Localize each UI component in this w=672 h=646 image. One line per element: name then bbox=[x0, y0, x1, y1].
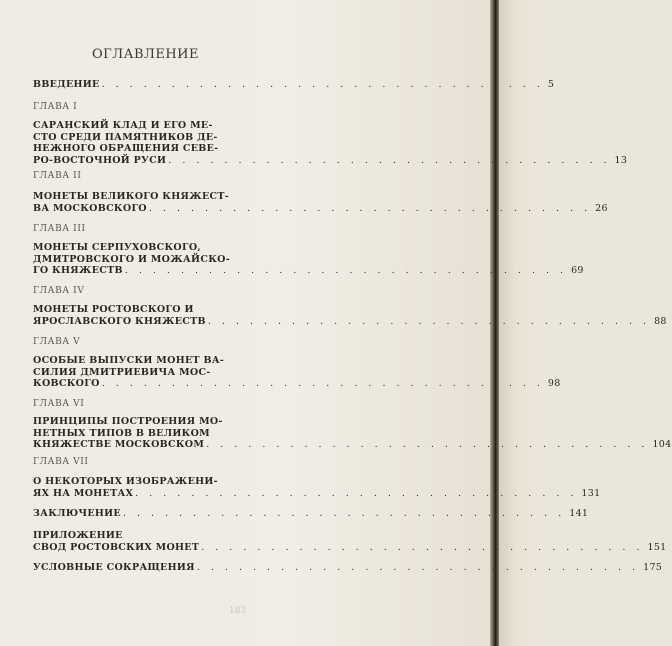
toc-entry[interactable] bbox=[33, 120, 628, 166]
leader-dots: . . . . . . . . . . . . . . . . . . . . . . . . . . . . . . . . bbox=[122, 508, 566, 519]
toc-entry[interactable] bbox=[33, 242, 584, 277]
leader-dots: . . . . . . . . . . . . . . . . . . . . . . . . . . . . . . . . bbox=[124, 265, 568, 276]
toc-entry[interactable] bbox=[33, 562, 663, 574]
toc-page-number: 104 bbox=[652, 439, 672, 450]
toc-page-number: 98 bbox=[547, 378, 561, 389]
toc-page-number: 151 bbox=[647, 541, 667, 553]
leader-dots: . . . . . . . . . . . . . . . . . . . . . . . . . . . . . . . . bbox=[101, 378, 544, 389]
toc-entry-title-line: ЯХ НА МОНЕТАХ bbox=[33, 487, 134, 499]
toc-entry-title-line: КОВСКОГО bbox=[33, 378, 100, 389]
toc-page-number: 13 bbox=[614, 154, 628, 166]
leader-dots: . . . . . . . . . . . . . . . . . . . . . . . . . . . . . . . . bbox=[207, 315, 651, 327]
toc-page-number: 88 bbox=[654, 315, 667, 327]
toc-page-number: 5 bbox=[547, 79, 555, 90]
toc-entry-title-line: ПРИЛОЖЕНИЕ bbox=[33, 530, 123, 541]
toc-entry-title-line: МОНЕТЫ СЕРПУХОВСКОГО, bbox=[33, 242, 202, 253]
chapter-heading: ГЛАВА II bbox=[33, 171, 82, 181]
chapter-heading: ГЛАВА IV bbox=[33, 286, 85, 296]
leader-dots: . . . . . . . . . . . . . . . . . . . . . . . . . . . . . . . . bbox=[196, 562, 640, 573]
toc-entry-title-line: КНЯЖЕСТВЕ МОСКОВСКОМ bbox=[33, 439, 205, 450]
chapter-heading: ГЛАВА VI bbox=[33, 399, 85, 409]
leader-dots: . . . . . . . . . . . . . . . . . . . . . . . . . . . . . . . . bbox=[101, 79, 544, 90]
toc-title: ОГЛАВЛЕНИЕ bbox=[92, 47, 200, 62]
toc-entry-title-line: СИЛИЯ ДМИТРИЕВИЧА МОС- bbox=[33, 366, 211, 378]
toc-entry[interactable] bbox=[33, 416, 672, 451]
toc-page-number: 69 bbox=[571, 265, 584, 276]
toc-entry[interactable] bbox=[33, 79, 555, 91]
toc-entry-title-line: СТО СРЕДИ ПАМЯТНИКОВ ДЕ- bbox=[33, 131, 218, 143]
toc-entry-title-line: ВА МОСКОВСКОГО bbox=[33, 202, 147, 214]
leader-dots: . . . . . . . . . . . . . . . . . . . . . . . . . . . . . . . . bbox=[148, 202, 592, 214]
leader-dots: . . . . . . . . . . . . . . . . . . . . . . . . . . . . . . . . bbox=[201, 541, 644, 553]
toc-page-number: 131 bbox=[581, 487, 601, 499]
toc-entry-title-line: О НЕКОТОРЫХ ИЗОБРАЖЕНИ- bbox=[33, 476, 218, 487]
toc-entry[interactable] bbox=[33, 508, 589, 520]
toc-entry-title-line: ДМИТРОВСКОГО И МОЖАЙСКО- bbox=[33, 253, 230, 265]
toc-entry-title-line: ЯРОСЛАВСКОГО КНЯЖЕСТВ bbox=[33, 315, 206, 327]
toc-entry-title-line: УСЛОВНЫЕ СОКРАЩЕНИЯ bbox=[33, 562, 195, 573]
chapter-heading: ГЛАВА III bbox=[33, 224, 86, 234]
toc-entry[interactable] bbox=[33, 530, 667, 553]
toc-entry[interactable] bbox=[33, 476, 601, 499]
toc-entry[interactable] bbox=[33, 304, 667, 327]
toc-entry-title-line: ОСОБЫЕ ВЫПУСКИ МОНЕТ ВА- bbox=[33, 355, 225, 366]
toc-page-number: 175 bbox=[643, 562, 663, 573]
toc-entry-title-line: МОНЕТЫ РОСТОВСКОГО И bbox=[33, 304, 194, 315]
toc-entry-title-line: ПРИНЦИПЫ ПОСТРОЕНИЯ МО- bbox=[33, 416, 223, 427]
chapter-heading: ГЛАВА VII bbox=[33, 457, 89, 467]
toc-page-number: 141 bbox=[569, 508, 589, 519]
toc-entry[interactable] bbox=[33, 355, 561, 390]
leader-dots: . . . . . . . . . . . . . . . . . . . . . . . . . . . . . . . . bbox=[168, 154, 611, 166]
page-number: 183 bbox=[229, 606, 247, 616]
toc-entry-title-line: НЕТНЫХ ТИПОВ В ВЕЛИКОМ bbox=[33, 427, 211, 439]
chapter-heading: ГЛАВА V bbox=[33, 337, 81, 347]
toc-entry-title-line: САРАНСКИЙ КЛАД И ЕГО МЕ- bbox=[33, 120, 213, 131]
toc-entry-title-line: ГО КНЯЖЕСТВ bbox=[33, 265, 123, 276]
toc-entry-title-line: РО-ВОСТОЧНОЙ РУСИ bbox=[33, 154, 167, 166]
toc-entry-title-line: ВВЕДЕНИЕ bbox=[33, 79, 100, 90]
toc-entry-title-line: МОНЕТЫ ВЕЛИКОГО КНЯЖЕСТ- bbox=[33, 191, 229, 202]
toc-page-number: 26 bbox=[595, 202, 608, 214]
chapter-heading: ГЛАВА I bbox=[33, 102, 78, 112]
toc-entry-title-line: СВОД РОСТОВСКИХ МОНЕТ bbox=[33, 541, 200, 553]
toc-entry[interactable] bbox=[33, 191, 608, 214]
toc-entry-title-line: ЗАКЛЮЧЕНИЕ bbox=[33, 508, 121, 519]
leader-dots: . . . . . . . . . . . . . . . . . . . . . . . . . . . . . . . . bbox=[206, 439, 649, 450]
toc-entry-title-line: НЕЖНОГО ОБРАЩЕНИЯ СЕВЕ- bbox=[33, 143, 219, 154]
leader-dots: . . . . . . . . . . . . . . . . . . . . . . . . . . . . . . . . bbox=[135, 487, 578, 499]
